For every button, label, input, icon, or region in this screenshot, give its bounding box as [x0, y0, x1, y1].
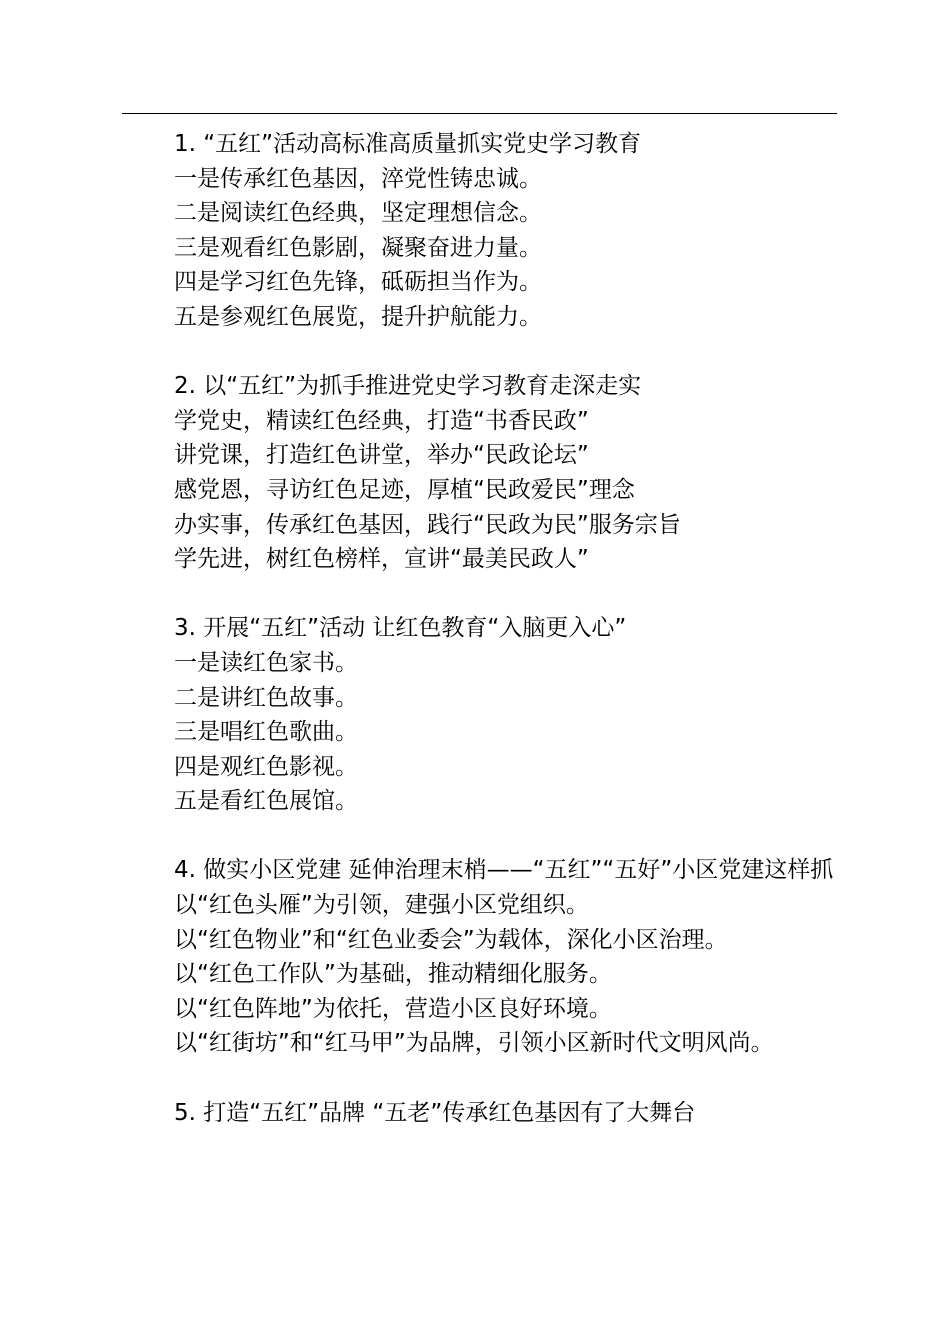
section-3-item: 三是唱红色歌曲。: [174, 719, 358, 746]
section-3-item: 四是观红色影视。: [174, 753, 358, 780]
section-3-heading: 3. 开展“五红”活动 让红色教育“入脑更入心”: [174, 615, 627, 642]
section-1-item: 二是阅读红色经典，坚定理想信念。: [174, 200, 542, 227]
section-2-item: 办实事，传承红色基因，践行“民政为民”服务宗旨: [174, 511, 681, 538]
section-2-item: 讲党课，打造红色讲堂，举办“民政论坛”: [174, 442, 589, 469]
section-4-item: 以“红色物业”和“红色业委会”为载体，深化小区治理。: [174, 926, 728, 953]
section-3-item: 一是读红色家书。: [174, 649, 358, 676]
section-1-item: 五是参观红色展览，提升护航能力。: [174, 303, 542, 330]
section-3-item: 五是看红色展馆。: [174, 788, 358, 815]
section-4-item: 以“红街坊”和“红马甲”为品牌，引领小区新时代文明风尚。: [174, 1030, 774, 1057]
section-1-item: 四是学习红色先锋，砥砺担当作为。: [174, 269, 542, 296]
section-2-item: 学党史，精读红色经典，打造“书香民政”: [174, 407, 589, 434]
section-4-item: 以“红色工作队”为基础，推动精细化服务。: [174, 961, 612, 988]
section-3-item: 二是讲红色故事。: [174, 684, 358, 711]
paragraph-gap: [122, 819, 838, 854]
section-4-item: 以“红色阵地”为依托，营造小区良好环境。: [174, 995, 612, 1022]
section-4-heading: 4. 做实小区党建 延伸治理末梢——“五红”“五好”小区党建这样抓: [174, 857, 834, 884]
paragraph-gap: [122, 1061, 838, 1096]
header-rule: [122, 113, 837, 114]
section-5-heading: 5. 打造“五红”品牌 “五老”传承红色基因有了大舞台: [174, 1099, 696, 1126]
section-4-item: 以“红色头雁”为引领，建强小区党组织。: [174, 892, 589, 919]
paragraph-gap: [122, 577, 838, 612]
document-body: [122, 127, 838, 1130]
section-1-item: 一是传承红色基因，淬党性铸忠诚。: [174, 165, 542, 192]
section-1-heading: 1. “五红”活动高标准高质量抓实党史学习教育: [174, 131, 642, 157]
section-2-heading: 2. 以“五红”为抓手推进党史学习教育走深走实: [174, 373, 642, 400]
section-2-item: 学先进，树红色榜样，宣讲“最美民政人”: [174, 546, 589, 573]
section-2-item: 感党恩，寻访红色足迹，厚植“民政爱民”理念: [174, 476, 635, 503]
section-1-item: 三是观看红色影剧，凝聚奋进力量。: [174, 234, 542, 261]
paragraph-gap: [122, 335, 838, 370]
